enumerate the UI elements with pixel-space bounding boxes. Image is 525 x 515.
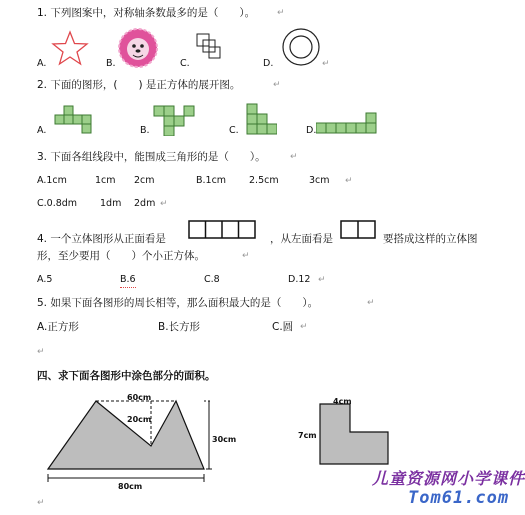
return-mark: ↵ [37, 498, 45, 508]
q3-c-3: 2dm [134, 198, 156, 209]
lion-face-icon [118, 28, 158, 68]
q3-b-2: 2.5cm [249, 175, 279, 186]
figure-1-top-label: 60cm [127, 393, 152, 402]
return-mark: ↵ [290, 152, 298, 162]
q3-a-2: 1cm [95, 175, 116, 186]
return-mark: ↵ [345, 176, 353, 186]
q3-c-1: C.0.8dm [37, 198, 78, 209]
q2-stem: 2. 下面的图形，( ) 是正方体的展开图。 [37, 79, 241, 91]
return-mark: ↵ [277, 8, 285, 18]
cube-net-d-icon [316, 112, 378, 136]
q3-a-3: 2cm [134, 175, 155, 186]
q4-option-b: B.6 [120, 273, 136, 288]
q1-option-c: C. [180, 58, 190, 69]
return-mark: ↵ [37, 347, 45, 357]
q4-text-2: ，从左面看是 [270, 233, 333, 245]
return-mark: ↵ [318, 275, 326, 285]
watermark-chinese: 儿童资源网小学课件 [372, 469, 525, 488]
left-view-icon [340, 220, 378, 240]
watermark-url: Tom61.com [408, 488, 510, 508]
front-view-icon [188, 220, 258, 240]
q2-option-a: A. [37, 125, 47, 136]
q4-text-4: 形，至少要用（ ）个小正方体。 [37, 250, 205, 262]
cube-net-a-icon [50, 104, 104, 134]
star-icon [51, 30, 89, 66]
q5-option-b: B.长方形 [158, 321, 201, 333]
figure-2-side-label: 7cm [298, 431, 317, 440]
q2-option-c: C. [229, 125, 239, 136]
return-mark: ↵ [242, 251, 250, 261]
figure-2-top-label: 4cm [333, 397, 352, 406]
return-mark: ↵ [273, 80, 281, 90]
q3-b-3: 3cm [309, 175, 330, 186]
q3-stem: 3. 下面各组线段中，能围成三角形的是（ ）。 [37, 151, 266, 163]
q4-option-a: A.5 [37, 274, 53, 285]
return-mark: ↵ [160, 199, 168, 209]
section-4-title: 四、求下面各图形中涂色部分的面积。 [37, 370, 216, 382]
q3-b-1: B.1cm [196, 175, 227, 186]
concentric-circles-icon [281, 27, 321, 67]
return-mark: ↵ [322, 59, 330, 69]
return-mark: ↵ [300, 322, 308, 332]
q5-option-c: C.圆 [272, 321, 294, 333]
q1-option-d: D. [263, 58, 274, 69]
figure-1-bottom-label: 80cm [118, 482, 143, 491]
q5-stem: 5. 如果下面各图形的周长相等，那么面积最大的是（ ）。 [37, 297, 319, 309]
return-mark: ↵ [367, 298, 375, 308]
figure-1-side-label: 30cm [212, 435, 237, 444]
cube-net-c-icon [243, 102, 277, 136]
q4-text-1: 4. 一个立体图形从正面看是 [37, 233, 166, 245]
q1-stem: 1. 下列图案中，对称轴条数最多的是（ ）。 [37, 7, 256, 19]
q2-option-b: B. [140, 125, 150, 136]
q5-option-a: A.正方形 [37, 321, 79, 333]
q3-a-1: A.1cm [37, 175, 67, 186]
figure-1-inner-label: 20cm [127, 415, 152, 424]
q4-option-c: C.8 [204, 274, 220, 285]
q3-c-2: 1dm [100, 198, 122, 209]
overlapping-squares-icon [195, 32, 223, 62]
q1-option-b: B. [106, 58, 116, 69]
cube-net-b-icon [150, 104, 196, 136]
figure-2-l-shape [314, 398, 394, 470]
q1-option-a: A. [37, 58, 47, 69]
q4-text-3: 要搭成这样的立体图 [383, 233, 478, 245]
q4-option-d: D.12 [288, 274, 311, 285]
q2-option-d: D. [306, 125, 317, 136]
